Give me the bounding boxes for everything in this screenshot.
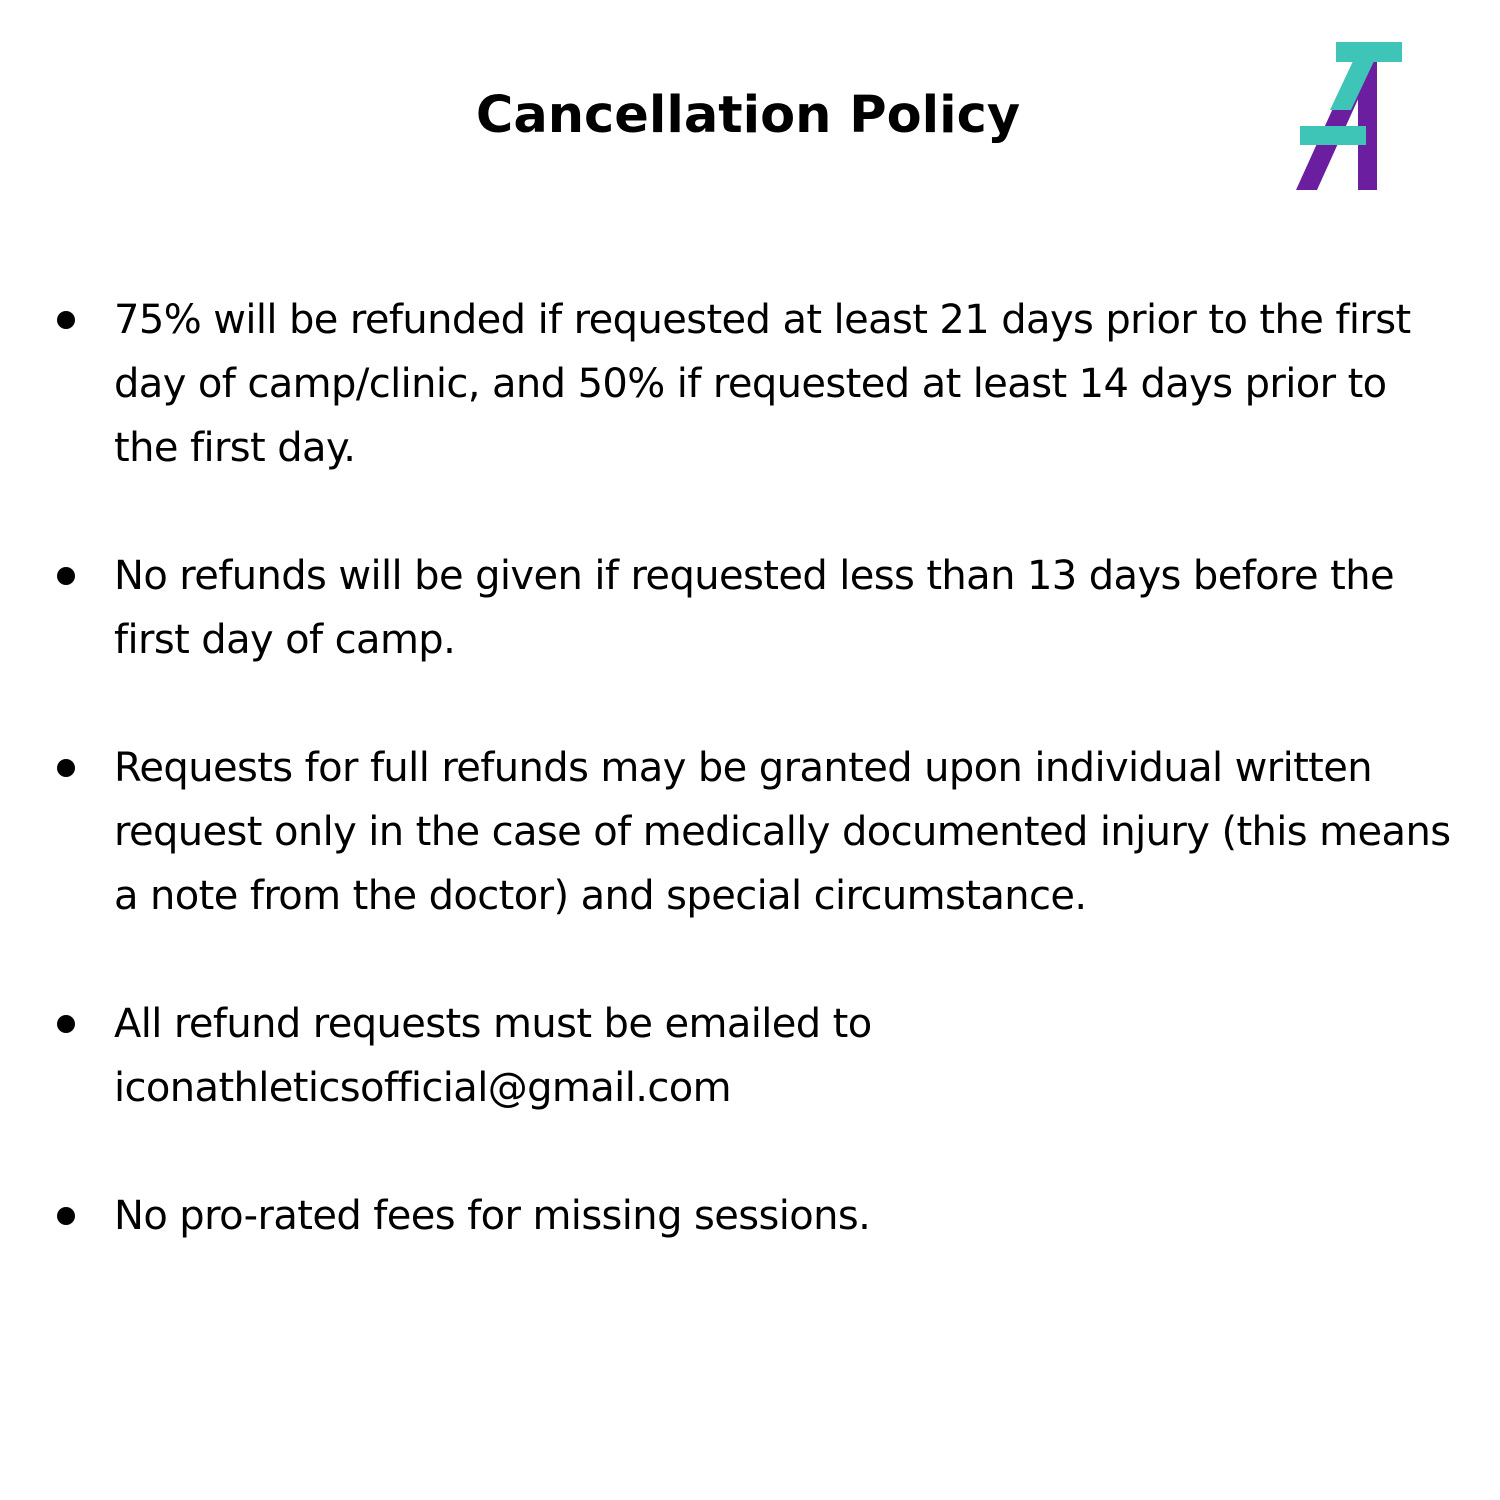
bullet-icon — [57, 567, 75, 585]
policy-list — [0, 288, 1500, 1312]
list-item — [0, 736, 1500, 928]
bullet-icon — [57, 1015, 75, 1033]
at-monogram-logo — [1290, 38, 1408, 198]
list-item — [0, 992, 1500, 1120]
policy-text: No refunds will be given if requested less than 13 days before the first day of camp. — [114, 553, 1394, 663]
page-title: Cancellation Policy — [475, 86, 1021, 145]
policy-text: Requests for full refunds may be granted upon individual written request only in the case of medically documented injury (this means a note from the doctor) and special circumstance. — [114, 745, 1451, 919]
logo-teal-crossbar — [1300, 126, 1366, 145]
policy-text: 75% will be refunded if requested at least 21 days prior to the first day of camp/clinic, and 50% if requested at least 14 days prior to the first day. — [114, 297, 1411, 471]
bullet-icon — [57, 1207, 75, 1225]
bullet-icon — [57, 311, 75, 329]
list-item — [0, 288, 1500, 480]
bullet-icon — [57, 759, 75, 777]
policy-text: All refund requests must be emailed to — [114, 1001, 872, 1047]
policy-text: No pro-rated fees for missing sessions. — [114, 1193, 871, 1239]
contact-email: iconathleticsofficial@gmail.com — [114, 1065, 731, 1111]
list-item — [0, 544, 1500, 672]
list-item — [0, 1184, 1500, 1248]
